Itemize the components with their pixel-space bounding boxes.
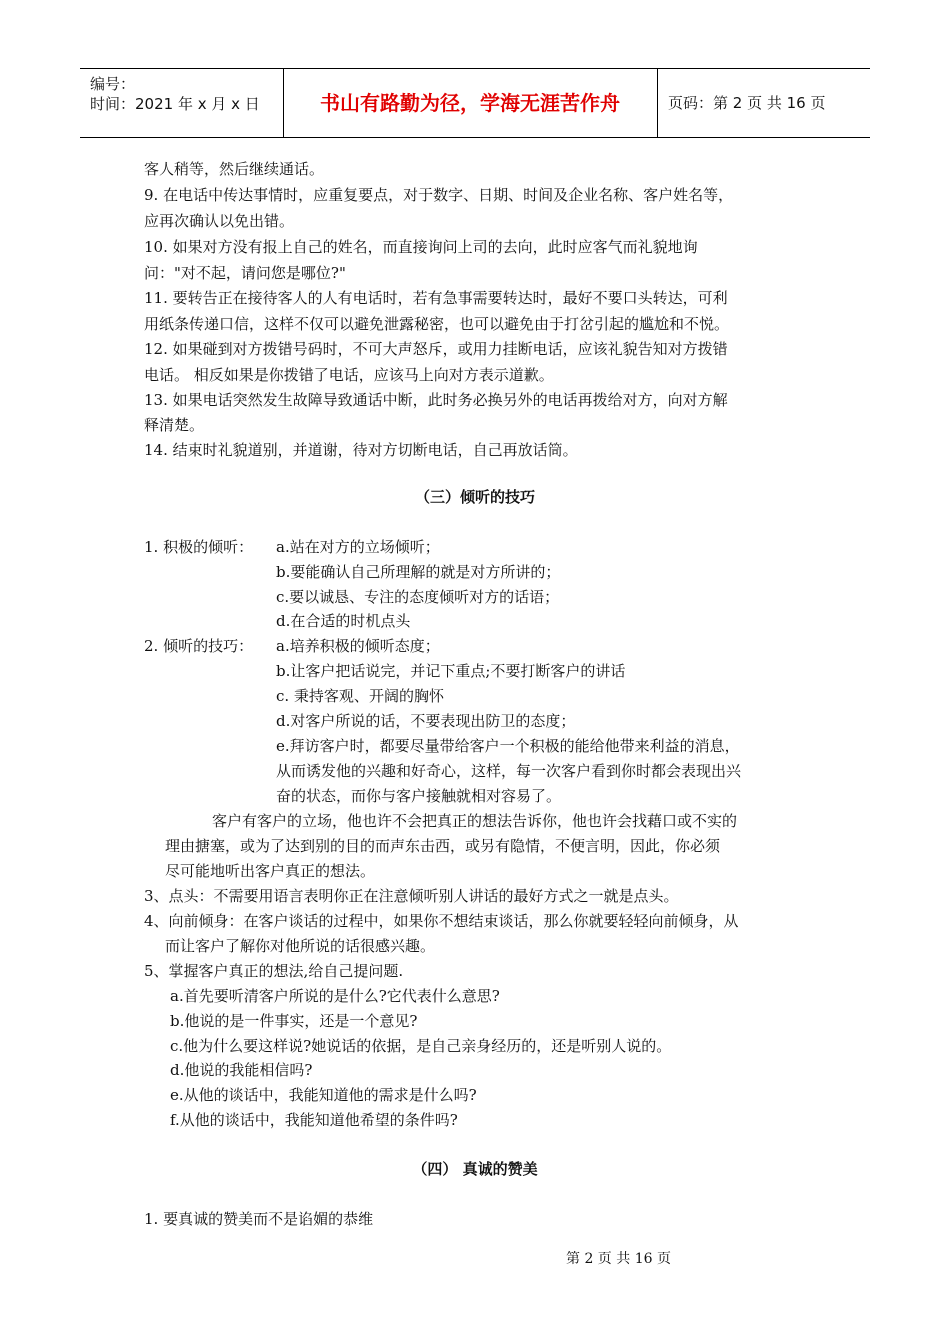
list-item: d.对客户所说的话，不要表现出防卫的态度； <box>276 712 576 730</box>
list-item: c.要以诚恳、专注的态度倾听对方的话语； <box>276 588 560 606</box>
body-line: 9. 在电话中传达事情时，应重复要点，对于数字、日期、时间及企业名称、客户姓名等， <box>144 186 734 204</box>
date-label: 时间：2021 年 x 月 x 日 <box>90 95 260 113</box>
body-line: 释清楚。 <box>144 416 205 434</box>
body-line: 11. 要转告正在接待客人的人有电话时，若有急事需要转达时，最好不要口头转达，可利 <box>144 289 728 307</box>
paragraph-line: 客户有客户的立场，他也许不会把真正的想法告诉你，他也许会找藉口或不实的 <box>212 812 738 830</box>
number-label: 编号： <box>90 75 136 93</box>
header-motto: 书山有路勤为径，学海无涯苦作舟 <box>320 91 620 115</box>
question-item: e.从他的谈话中，我能知道他的需求是什么吗? <box>170 1086 477 1104</box>
question-item: d.他说的我能相信吗? <box>170 1061 313 1079</box>
question-item: a.首先要听清客户所说的是什么?它代表什么意思? <box>170 987 500 1005</box>
header-meta <box>80 69 280 137</box>
header-page-info: 页码：第 2 页 共 16 页 <box>668 94 826 112</box>
list-label: 2. 倾听的技巧： <box>144 637 254 655</box>
list-item: 从而诱发他的兴趣和好奇心，这样，每一次客户看到你时都会表现出兴 <box>276 762 742 780</box>
section-heading-listening: （三）倾听的技巧 <box>414 488 535 506</box>
list-item: a.培养积极的倾听态度； <box>276 637 440 655</box>
body-line: 问："对不起，请问您是哪位?" <box>144 264 346 282</box>
body-line: 10. 如果对方没有报上自己的姓名，而直接询问上司的去向，此时应客气而礼貌地询 <box>144 238 698 256</box>
paragraph-line: 理由搪塞，或为了达到别的目的而声东击西，或另有隐情，不便言明，因此，你必须 <box>165 837 721 855</box>
body-line: 客人稍等，然后继续通话。 <box>144 160 325 178</box>
page-header <box>80 68 870 138</box>
body-line: 14. 结束时礼貌道别，并道谢，待对方切断电话，自己再放话筒。 <box>144 441 578 459</box>
list-item: e.拜访客户时，都要尽量带给客户一个积极的能给他带来利益的消息， <box>276 737 740 755</box>
list-item: a.站在对方的立场倾听； <box>276 538 440 556</box>
list-label: 1. 积极的倾听： <box>144 538 254 556</box>
point-nodding: 3、点头：不需要用语言表明你正在注意倾听别人讲话的最好方式之一就是点头。 <box>144 887 679 905</box>
body-line: 用纸条传递口信，这样不仅可以避免泄露秘密，也可以避免由于打岔引起的尴尬和不悦。 <box>144 315 730 333</box>
body-line: 13. 如果电话突然发生故障导致通话中断，此时务必换另外的电话再拨给对方，向对方解 <box>144 391 728 409</box>
point-lean-forward-cont: 而让客户了解你对他所说的话很感兴趣。 <box>165 937 436 955</box>
question-item: f.从他的谈话中，我能知道他希望的条件吗? <box>170 1111 458 1129</box>
body-line: 应再次确认以免出错。 <box>144 212 295 230</box>
question-item: c.他为什么要这样说?她说话的依据，是自己亲身经历的，还是听别人说的。 <box>170 1037 672 1055</box>
page-footer: 第 2 页 共 16 页 <box>566 1251 671 1267</box>
list-item: b.让客户把话说完，并记下重点;不要打断客户的讲话 <box>276 662 626 680</box>
list-item: 奋的状态，而你与客户接触就相对容易了。 <box>276 787 562 805</box>
section-heading-praise: （四） 真诚的赞美 <box>412 1160 538 1178</box>
list-item: d.在合适的时机点头 <box>276 612 411 630</box>
body-line: 电话。 相反如果是你拨错了电话，应该马上向对方表示道歉。 <box>144 366 554 384</box>
list-item: b.要能确认自己所理解的就是对方所讲的； <box>276 563 561 581</box>
list-item: c. 秉持客观、开阔的胸怀 <box>276 687 444 705</box>
body-line: 12. 如果碰到对方拨错号码时，不可大声怒斥，或用力挂断电话，应该礼貌告知对方拨错 <box>144 340 728 358</box>
header-divider-right <box>657 69 658 137</box>
point-real-thoughts: 5、掌握客户真正的想法,给自己提问题. <box>144 962 404 980</box>
point-lean-forward: 4、向前倾身：在客户谈话的过程中，如果你不想结束谈话，那么你就要轻轻向前倾身，从 <box>144 912 739 930</box>
paragraph-line: 尽可能地听出客户真正的想法。 <box>165 862 376 880</box>
question-item: b.他说的是一件事实，还是一个意见? <box>170 1012 418 1030</box>
body-line: 1. 要真诚的赞美而不是谄媚的恭维 <box>144 1210 374 1228</box>
